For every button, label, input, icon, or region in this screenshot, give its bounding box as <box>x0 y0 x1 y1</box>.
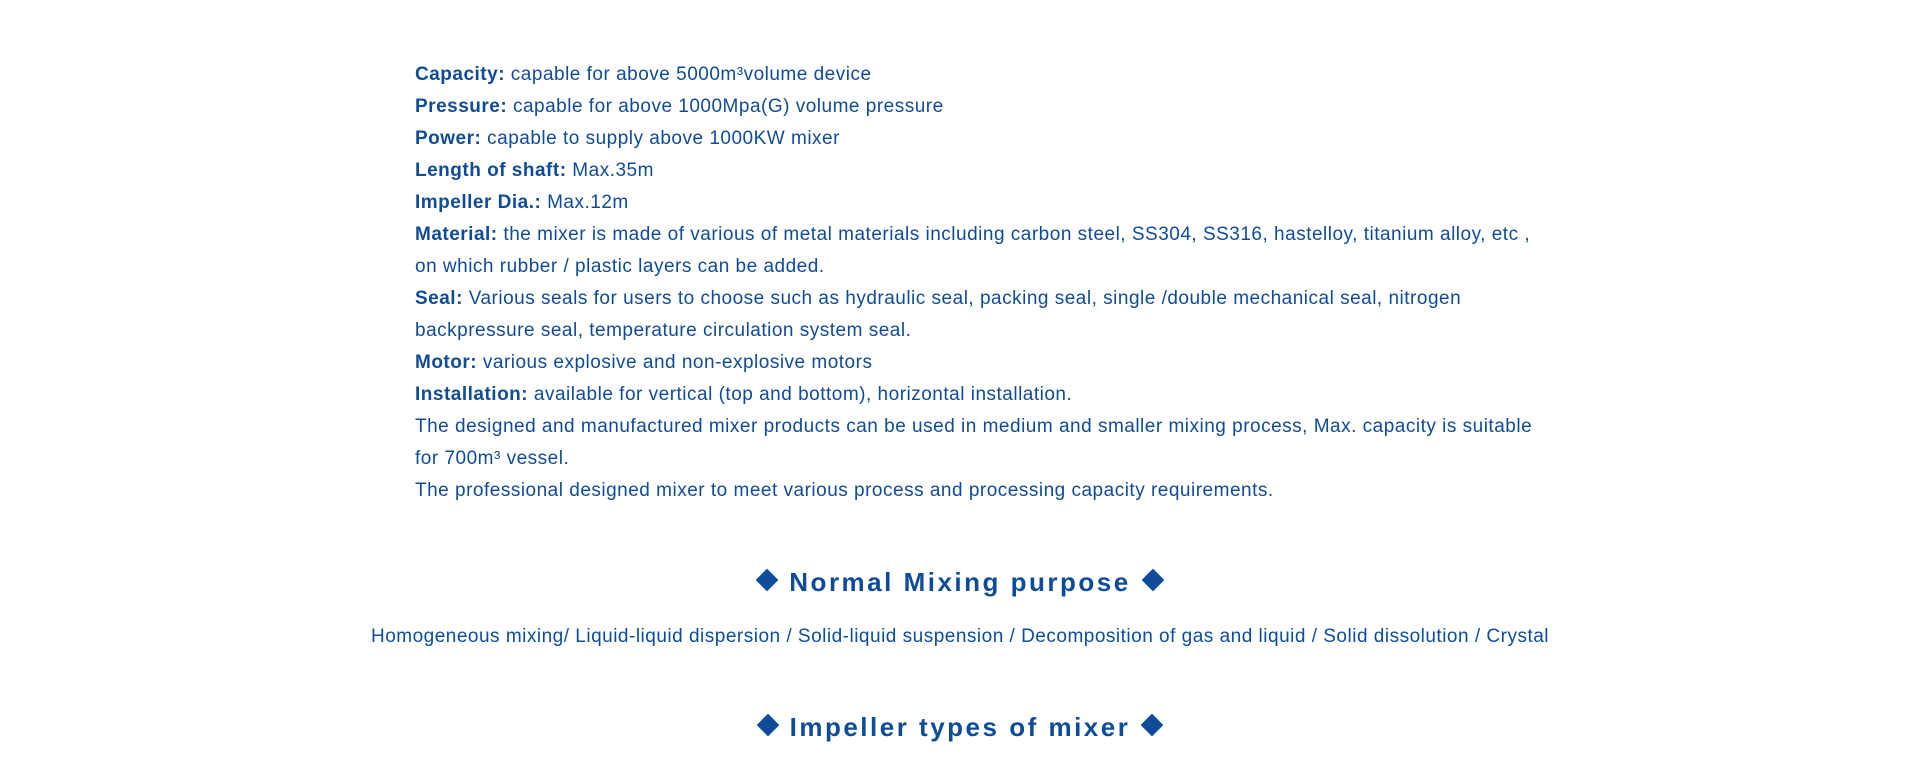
spec-label: Capacity: <box>415 64 506 85</box>
spec-note-professional <box>415 475 1555 507</box>
diamond-icon <box>1141 714 1164 737</box>
spec-value: The professional designed mixer to meet various process and processing capacity requirements. <box>415 480 1274 501</box>
section-title: Normal Mixing purpose <box>789 567 1131 597</box>
spec-installation <box>415 379 1555 411</box>
spec-label: Impeller Dia.: <box>415 192 542 213</box>
spec-list <box>415 59 1555 507</box>
spec-value: the mixer is made of various of metal materials including carbon steel, SS304, SS316, hastelloy, titanium alloy, etc , on which rubber / plastic layers can be added. <box>415 224 1531 277</box>
spec-label: Power: <box>415 128 482 149</box>
spec-label: Material: <box>415 224 498 245</box>
spec-label: Pressure: <box>415 96 508 117</box>
spec-impeller-diameter <box>415 187 1555 219</box>
diamond-icon <box>1141 569 1164 592</box>
diamond-icon <box>756 714 779 737</box>
spec-value: Max.12m <box>541 192 629 213</box>
spec-value: various explosive and non-explosive motors <box>477 352 873 373</box>
mixing-purpose-text: Homogeneous mixing/ Liquid-liquid dispersion / Solid-liquid suspension / Decomposition of gas and liquid / Solid dissolution / Crystal <box>370 626 1550 647</box>
spec-note-capacity <box>415 411 1555 475</box>
spec-value: capable for above 5000m³volume device <box>505 64 872 85</box>
spec-label: Seal: <box>415 288 463 309</box>
spec-label: Installation: <box>415 384 529 405</box>
spec-material <box>415 219 1555 283</box>
spec-value: available for vertical (top and bottom), horizontal installation. <box>528 384 1073 405</box>
spec-value: Various seals for users to choose such as hydraulic seal, packing seal, single /double mechanical seal, nitrogen backpressure seal, temperature circulation system seal. <box>415 288 1462 341</box>
spec-power <box>415 123 1555 155</box>
spec-value: capable to supply above 1000KW mixer <box>481 128 840 149</box>
section-title: Impeller types of mixer <box>789 712 1131 742</box>
spec-value: The designed and manufactured mixer products can be used in medium and smaller mixing process, Max. capacity is suitable for 700m³ vessel. <box>415 416 1533 469</box>
spec-seal <box>415 283 1555 347</box>
spec-label: Length of shaft: <box>415 160 567 181</box>
spec-shaft-length <box>415 155 1555 187</box>
diamond-icon <box>756 569 779 592</box>
mixing-purpose-heading <box>0 566 1920 598</box>
impeller-types-heading <box>0 711 1920 743</box>
spec-label: Motor: <box>415 352 478 373</box>
spec-value: Max.35m <box>566 160 654 181</box>
spec-value: capable for above 1000Mpa(G) volume pressure <box>507 96 944 117</box>
spec-pressure <box>415 91 1555 123</box>
spec-motor <box>415 347 1555 379</box>
spec-capacity <box>415 59 1555 91</box>
